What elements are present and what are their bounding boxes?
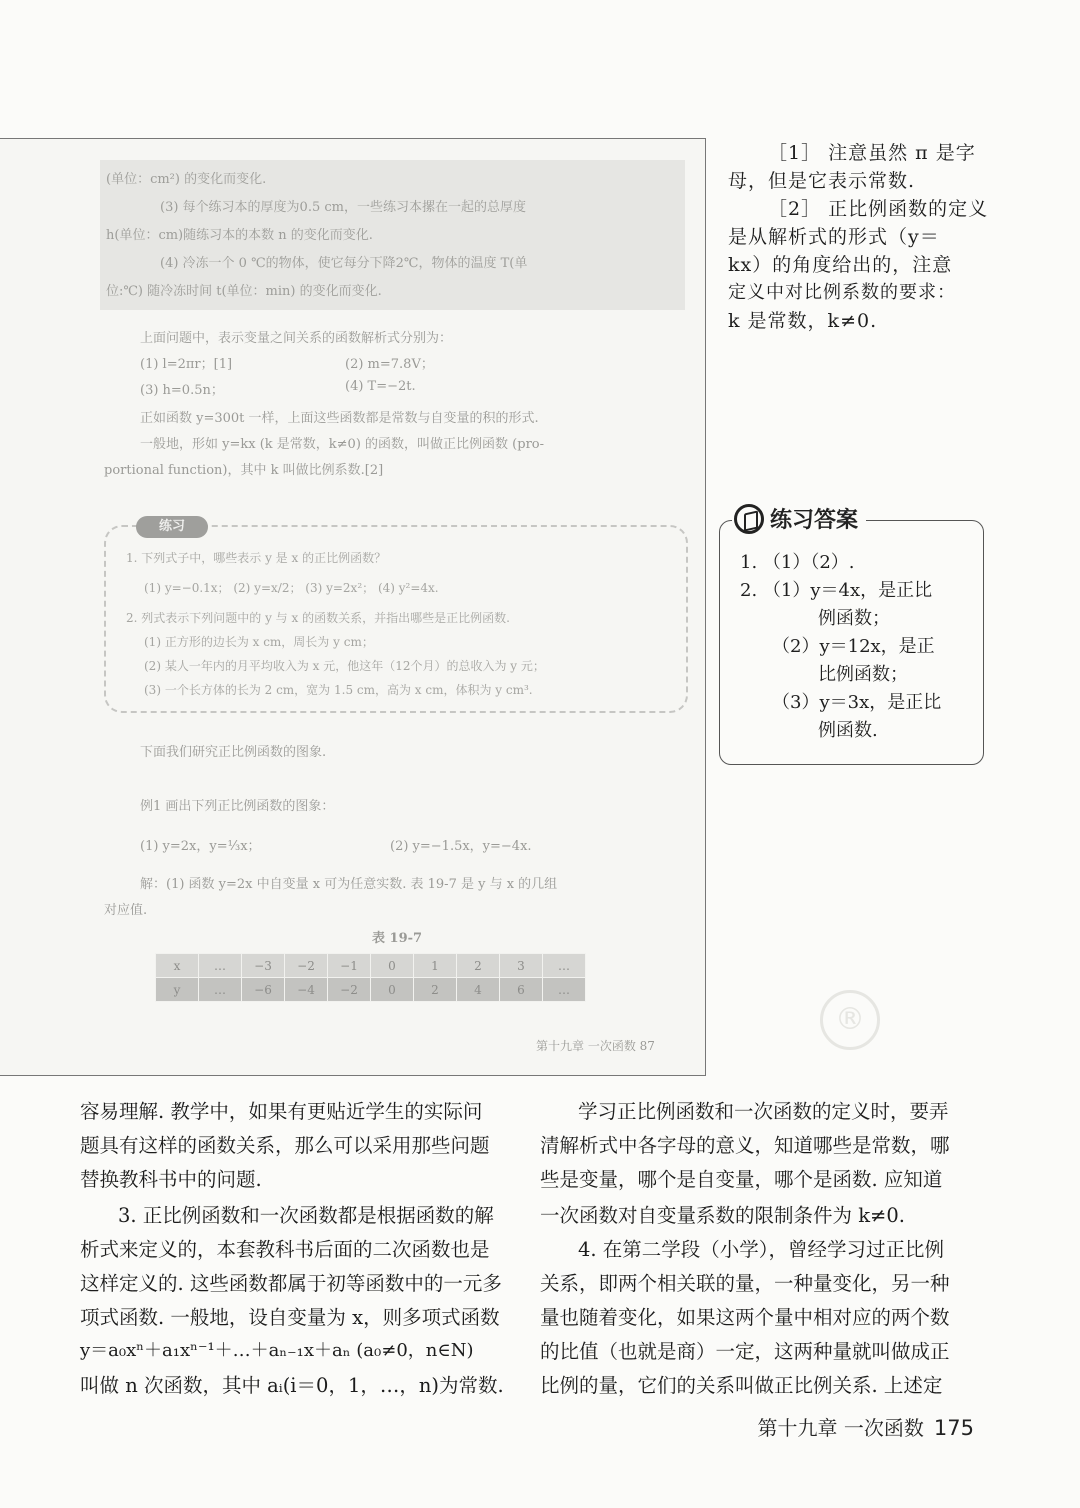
practice-tag: 练习 xyxy=(136,516,208,538)
answer-line: （3）y＝3x，是正比 xyxy=(772,692,942,713)
table-cell: 6 xyxy=(500,978,543,1002)
answers-title xyxy=(732,503,866,534)
practice-box xyxy=(104,519,688,713)
inner-paragraph: 下面我们研究正比例函数的图象. xyxy=(140,745,327,760)
practice-line: 1. 下列式子中，哪些表示 y 是 x 的正比例函数？ xyxy=(126,551,387,565)
table-row xyxy=(156,978,586,1002)
table-cell: 3 xyxy=(500,954,543,978)
table-cell: −2 xyxy=(328,978,371,1002)
table-cell: 4 xyxy=(457,978,500,1002)
page-footer xyxy=(758,1412,974,1441)
practice-line: (1) y=−0.1x； (2) y=x/2； (3) y=2x²； (4) y²=4x. xyxy=(144,581,439,595)
answer-line: 例函数. xyxy=(818,720,878,741)
body-line: 替换教科书中的问题. xyxy=(80,1168,262,1191)
body-formula: y＝a₀xⁿ＋a₁xⁿ⁻¹＋…＋aₙ₋₁x＋aₙ (a₀≠0，n∈N) xyxy=(80,1340,474,1361)
solution-line: 解：(1) 函数 y=2x 中自变量 x 可为任意实数. 表 19-7 是 y 与 x 的几组 xyxy=(140,877,558,892)
box-line: (3) 每个练习本的厚度为0.5 cm，一些练习本摞在一起的总厚度 xyxy=(160,200,526,215)
formula: (4) T=−2t. xyxy=(345,379,416,394)
table-cell: 2 xyxy=(414,978,457,1002)
practice-line: (3) 一个长方体的长为 2 cm，宽为 1.5 cm，高为 x cm，体积为 y cm³. xyxy=(144,683,533,697)
body-line: 关系，即两个相关联的量，一种量变化，另一种 xyxy=(540,1272,950,1295)
table-cell: −4 xyxy=(285,978,328,1002)
formula: (2) m=7.8V； xyxy=(345,357,434,372)
table-cell: −6 xyxy=(242,978,285,1002)
body-line: 容易理解. 教学中，如果有更贴近学生的实际问 xyxy=(80,1100,483,1123)
table-cell: −2 xyxy=(285,954,328,978)
note-line: 是从解析式的形式（y＝ xyxy=(728,226,940,248)
table-cell: −1 xyxy=(328,954,371,978)
answer-line: 1. （1）（2）. xyxy=(740,552,855,573)
table-cell: 0 xyxy=(371,978,414,1002)
table-cell: 2 xyxy=(457,954,500,978)
table-cell: 1 xyxy=(414,954,457,978)
formula: (1) l=2πr；[1] xyxy=(140,357,233,372)
value-table xyxy=(155,953,586,1002)
table-cell: x xyxy=(156,954,199,978)
body-line: 学习正比例函数和一次函数的定义时，要弄 xyxy=(578,1100,949,1123)
example-item: (2) y=−1.5x，y=−4x. xyxy=(390,839,532,854)
box-line: 位:℃) 随冷冻时间 t(单位：min) 的变化而变化. xyxy=(106,284,382,299)
inner-paragraph: 一般地，形如 y=kx (k 是常数，k≠0) 的函数，叫做正比例函数 (pro- xyxy=(140,437,544,452)
table-cell: … xyxy=(543,954,586,978)
practice-line: (1) 正方形的边长为 x cm，周长为 y cm； xyxy=(144,635,374,649)
body-line: 比例的量，它们的关系叫做正比例关系. 上述定 xyxy=(540,1374,943,1397)
registered-mark-icon: ® xyxy=(820,990,880,1050)
body-line: 叫做 n 次函数，其中 aᵢ(i＝0，1，…，n)为常数. xyxy=(80,1374,504,1397)
body-line: 些是变量，哪个是自变量，哪个是函数. 应知道 xyxy=(540,1168,943,1191)
formula: (3) h=0.5n； xyxy=(140,383,224,398)
body-line: 析式来定义的，本套教科书后面的二次函数也是 xyxy=(80,1238,490,1261)
solution-line: 对应值. xyxy=(104,903,148,918)
page-number: 175 xyxy=(933,1416,974,1440)
inner-paragraph: portional function)，其中 k 叫做比例系数.[2] xyxy=(104,463,384,478)
textbook-page-image xyxy=(0,138,706,1076)
table-cell: −3 xyxy=(242,954,285,978)
table-row xyxy=(156,954,586,978)
example-title: 例1 画出下列正比例函数的图象： xyxy=(140,799,335,814)
body-line: 项式函数. 一般地，设自变量为 x，则多项式函数 xyxy=(80,1306,500,1329)
table-cell: … xyxy=(199,954,242,978)
table-caption: 表 19-7 xyxy=(372,931,423,946)
answers-title-text: 练习答案 xyxy=(770,508,859,533)
body-line: 的比值（也就是商）一定，这两种量就叫做成正 xyxy=(540,1340,950,1363)
box-line: (单位：cm²) 的变化而变化. xyxy=(106,172,267,187)
answer-line: （2）y＝12x，是正 xyxy=(772,636,935,657)
body-line: 量也随着变化，如果这两个量中相对应的两个数 xyxy=(540,1306,950,1329)
answer-line: 2. （1）y＝4x，是正比 xyxy=(740,580,933,601)
example-item: (1) y=2x，y=⅓x； xyxy=(140,839,261,854)
body-line: 3. 正比例函数和一次函数都是根据函数的解 xyxy=(118,1204,494,1227)
note-line: ［2］ 正比例函数的定义 xyxy=(768,198,989,220)
practice-line: 2. 列式表示下列问题中的 y 与 x 的函数关系，并指出哪些是正比例函数. xyxy=(126,611,510,625)
note-line: k 是常数，k≠0. xyxy=(728,310,878,332)
note-line: 定义中对比例系数的要求： xyxy=(728,282,956,303)
body-line: 这样定义的. 这些函数都属于初等函数中的一元多 xyxy=(80,1272,502,1295)
table-cell: … xyxy=(543,978,586,1002)
note-line: 母，但是它表示常数. xyxy=(728,170,916,192)
box-line: h(单位：cm)随练习本的本数 n 的变化而变化. xyxy=(106,228,373,243)
problem-box xyxy=(100,160,685,310)
book-icon xyxy=(734,504,764,534)
answer-line: 比例函数； xyxy=(818,664,908,685)
body-line: 清解析式中各字母的意义，知道哪些是常数，哪 xyxy=(540,1134,950,1157)
practice-line: (2) 某人一年内的月平均收入为 x 元，他这年（12个月）的总收入为 y 元； xyxy=(144,659,545,673)
body-line: 一次函数对自变量系数的限制条件为 k≠0. xyxy=(540,1204,905,1227)
note-line: ［1］ 注意虽然 π 是字 xyxy=(768,142,976,164)
inner-paragraph: 正如函数 y=300t 一样，上面这些函数都是常数与自变量的积的形式. xyxy=(140,411,539,426)
table-cell: … xyxy=(199,978,242,1002)
box-line: (4) 冷冻一个 0 ℃的物体，使它每分下降2℃，物体的温度 T(单 xyxy=(160,256,528,271)
note-line: kx）的角度给出的，注意 xyxy=(728,254,953,276)
body-line: 题具有这样的函数关系，那么可以采用那些问题 xyxy=(80,1134,490,1157)
chapter-title: 第十九章 一次函数 xyxy=(757,1416,924,1440)
body-line: 4. 在第二学段（小学），曾经学习过正比例 xyxy=(578,1238,945,1261)
table-cell: y xyxy=(156,978,199,1002)
table-cell: 0 xyxy=(371,954,414,978)
inner-paragraph: 上面问题中，表示变量之间关系的函数解析式分别为： xyxy=(140,331,453,346)
answer-line: 例函数； xyxy=(818,608,890,629)
inner-page-footer: 第十九章 一次函数 87 xyxy=(536,1039,655,1053)
